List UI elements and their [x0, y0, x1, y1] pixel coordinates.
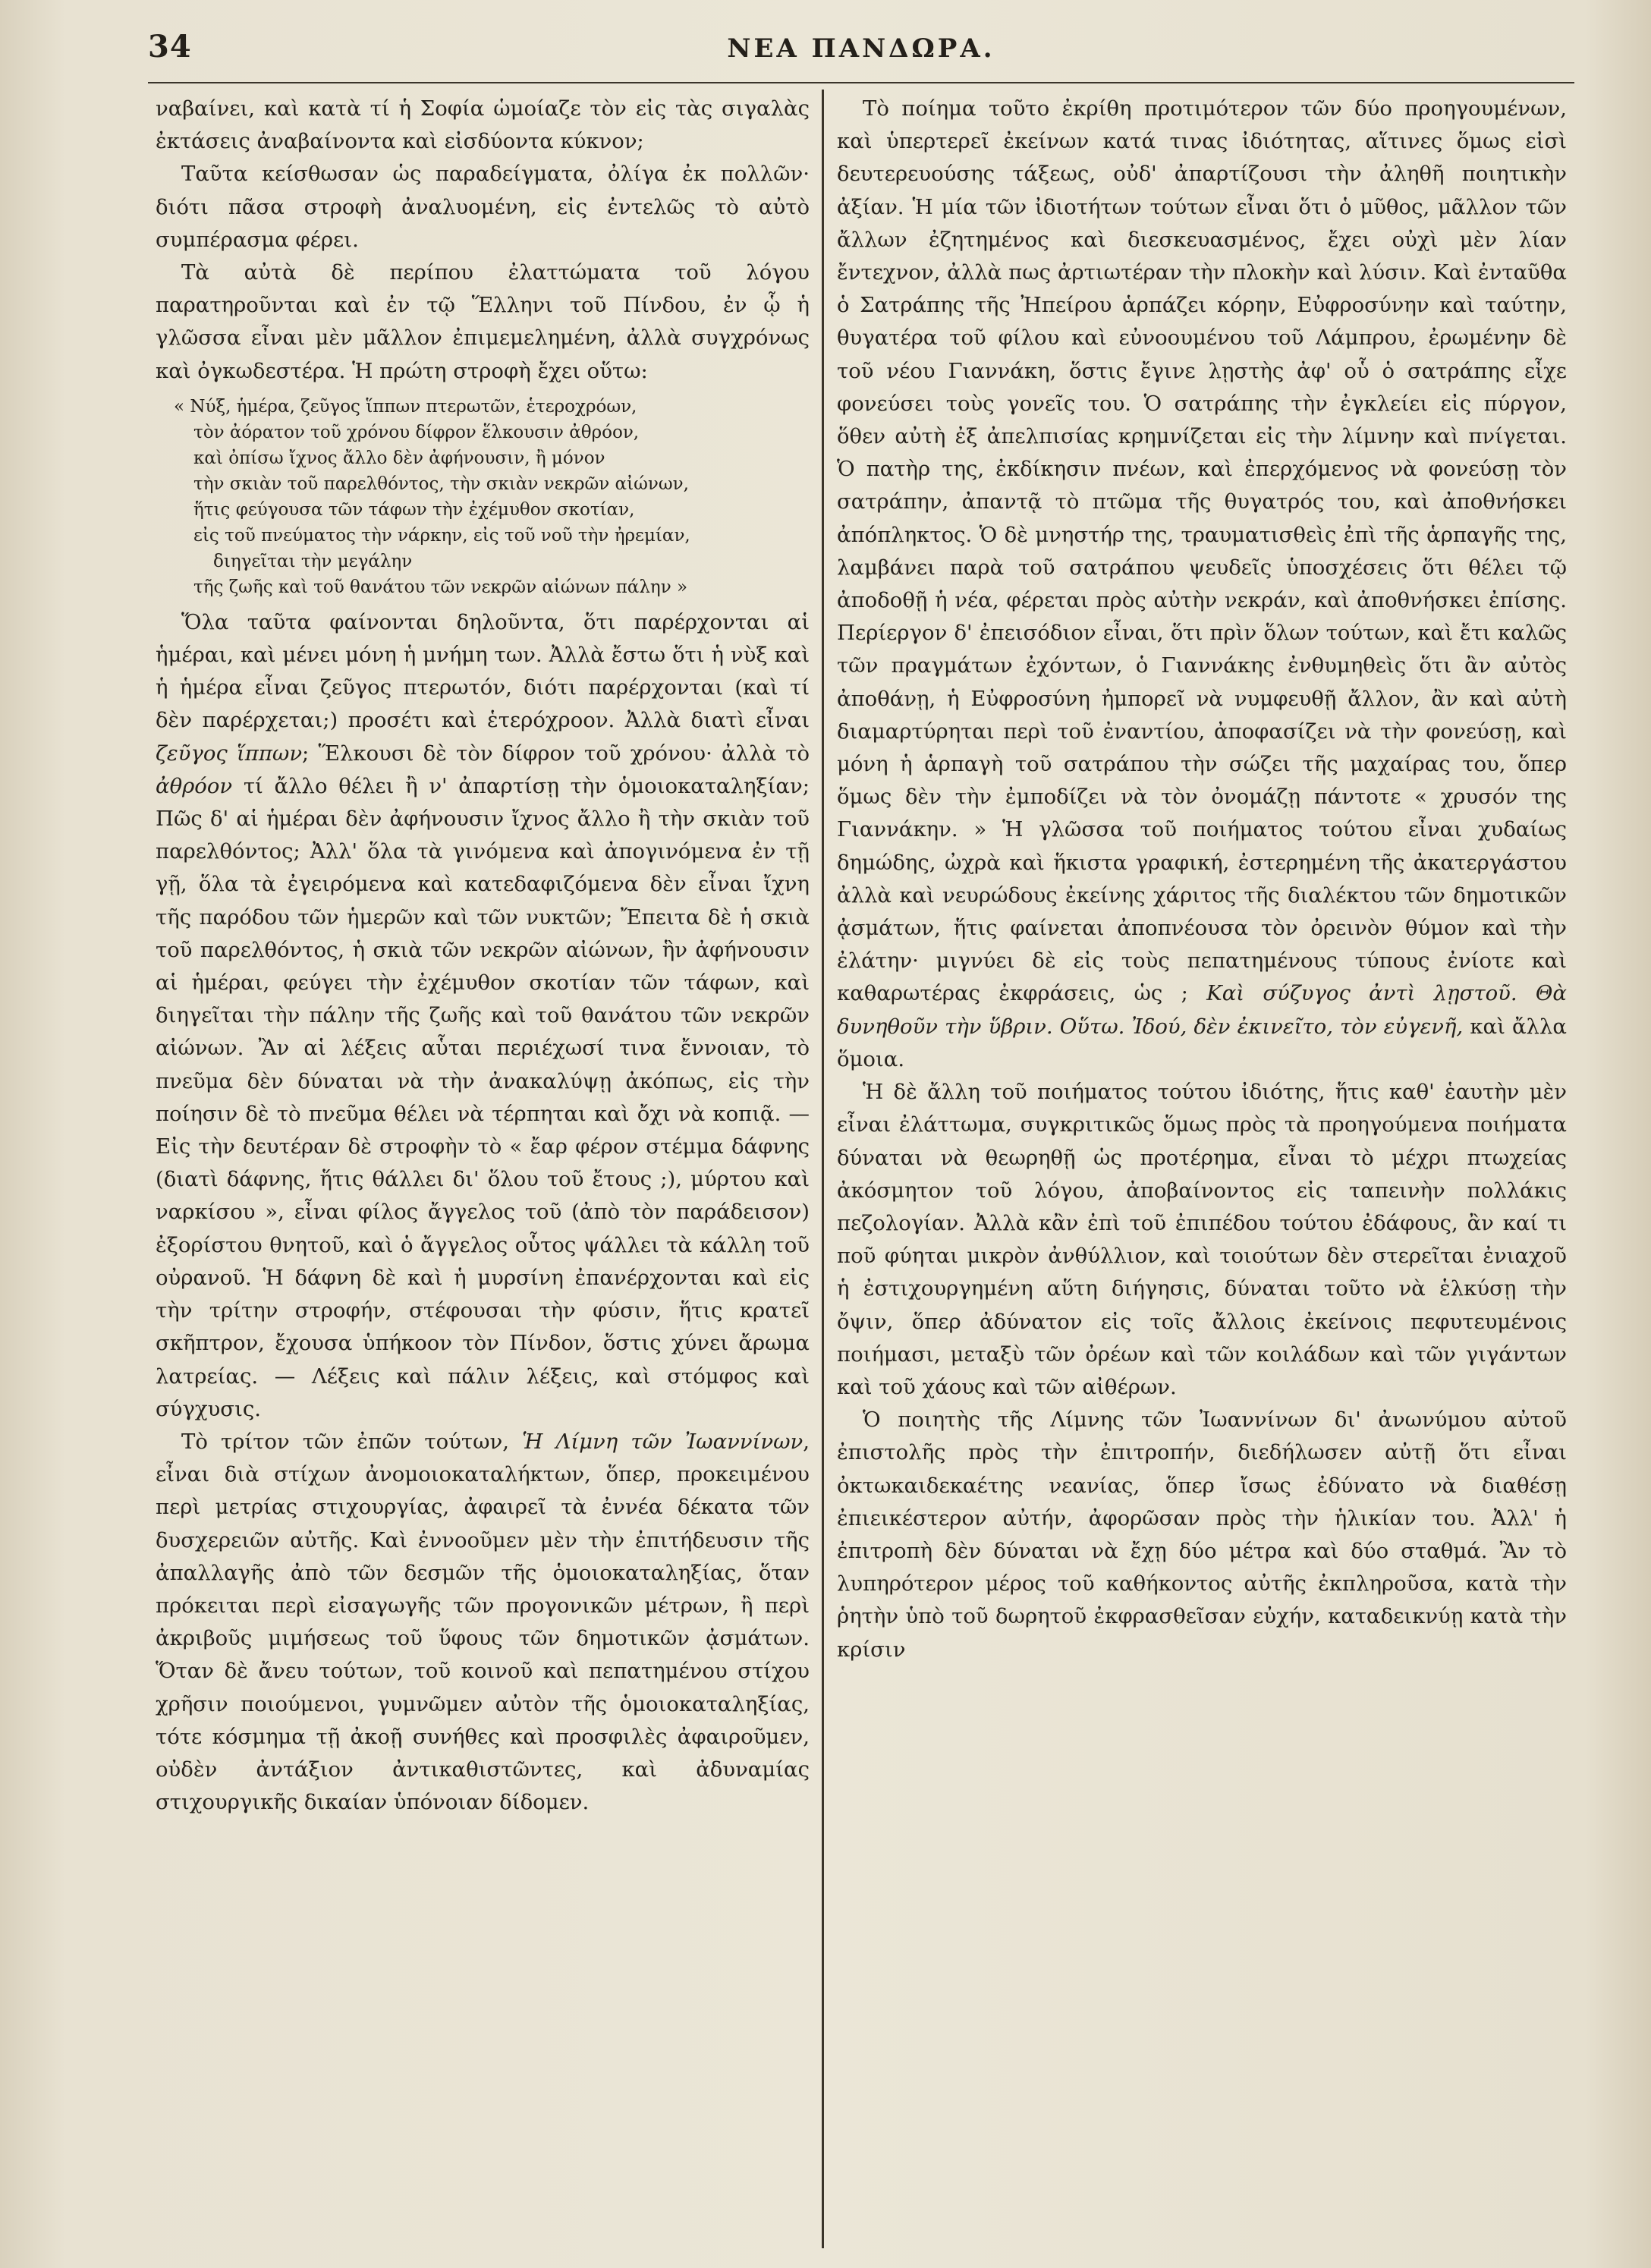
paragraph — [837, 93, 1567, 1076]
verse-line: εἰς τοῦ πνεύματος τὴν νάρκην, εἰς τοῦ νοῦ τὴν ἠρεμίαν, — [193, 525, 690, 546]
paragraph: Ὁ ποιητὴς τῆς Λίμνης τῶν Ἰωαννίνων δι' ἀνωνύμου αὐτοῦ ἐπιστολῆς πρὸς τὴν ἐπιτροπήν, διεδήλωσεν αὐτῇ ὅτι εἶναι ὀκτωκαιδεκαέτης νεανίας, ὅπερ ἴσως ἐδύνατο νὰ διαθέσῃ ἐπιεικέστερον αὐτήν, ἀφορῶσαν πρὸς τὴν ἡλικίαν του. Ἀλλ' ἡ ἐπιτροπὴ δὲν δύναται νὰ ἔχῃ δύο μέτρα καὶ δύο σταθμά. Ἂν τὸ λυπηρότερον μέρος τοῦ καθήκοντος αὐτῆς ἐκπληροῦσα, κατὰ τὴν ῥητὴν ὑπὸ τοῦ δωρητοῦ ἐκφρασθεῖσαν εὐχήν, καταδεικνύῃ κατὰ τὴν κρίσιν — [837, 1408, 1567, 1662]
verse-line: τὴν σκιὰν τοῦ παρελθόντος, τὴν σκιὰν νεκρῶν αἰώνων, — [193, 473, 689, 494]
page-header — [148, 29, 1574, 74]
italic-text: ζεῦγος ἵππων — [156, 741, 303, 766]
running-title: ΝΕΑ ΠΑΝΔΩΡΑ. — [727, 33, 995, 64]
text-run: Τὸ τρίτον τῶν ἐπῶν τούτων, — [181, 1429, 509, 1454]
text-run: τί ἄλλο θέλει ἢ ν' ἀπαρτίσῃ τὴν ὁμοιοκαταληξίαν; Πῶς δ' αἱ ἡμέραι δὲν ἀφήνουσιν ἴχνος ἄλλο ἢ τὴν σκιὰν τοῦ παρελθόντος; Ἀλλ' ὅλα τὰ γινόμενα καὶ ἀπογινόμενα ἐν τῇ γῇ, ὅλα τὰ ἐγειρόμενα καὶ κατεδαφιζόμενα δὲν εἶναι ἴχνη τῆς παρόδου τῶν ἡμερῶν καὶ τῶν νυκτῶν; Ἔπειτα δὲ ἡ σκιὰ τοῦ παρελθόντος, ἡ σκιὰ τῶν νεκρῶν αἰώνων, ἣν ἀφήνουσιν αἱ ἡμέραι, φεύγει τὴν ἐχέμυθον σκοτίαν τῶν τάφων, καὶ διηγεῖται τὴν πάλην τῆς ζωῆς καὶ τοῦ θανάτου τῶν νεκρῶν αἰώνων. Ἂν αἱ λέξεις αὗται περιέχωσί τινα ἔννοιαν, τὸ πνεῦμα δὲν δύναται νὰ τὴν ἀνακαλύψῃ ἀκόπως, εἰς τὴν ποίησιν δὲ τὸ πνεῦμα θέλει νὰ τέρπηται καὶ ὄχι νὰ κοπιᾷ. — Εἰς τὴν δευτέραν δὲ στροφὴν τὸ « ἔαρ φέρον στέμμα δάφνης (διατὶ δάφνης, ἥτις θάλλει δι' ὅλου τοῦ ἔτους ;), μύρτου καὶ ναρκίσου », εἶναι φίλος ἄγγελος τοῦ (ἀπὸ τὸν παράδεισον) ἐξορίστου θνητοῦ, καὶ ὁ ἄγγελος οὗτος ψάλλει τὰ κάλλη τοῦ οὐρανοῦ. Ἡ δάφνη δὲ καὶ ἡ μυρσίνη ἐπανέρχονται καὶ εἰς τὴν τρίτην στροφήν, στέφουσαι τὴν φύσιν, ἥτις κρατεῖ σκῆπτρον, ἔχουσα ὑπήκοον τὸν Πίνδον, ὅστις χύνει ἄρωμα λατρείας. — Λέξεις καὶ πάλιν λέξεις, καὶ στόμφος καὶ σύγχυσις. — [156, 773, 810, 1421]
paragraph: Ταῦτα κείσθωσαν ὡς παραδείγματα, ὀλίγα ἐκ πολλῶν· διότι πᾶσα στροφὴ ἀναλυομένη, εἰς ἐντελῶς τὸ αὐτὸ συμπέρασμα φέρει. — [156, 162, 810, 252]
verse-line: τῆς ζωῆς καὶ τοῦ θανάτου τῶν νεκρῶν αἰώνων πάλην » — [193, 577, 688, 597]
italic-text: Καὶ σύζυγος ἀντὶ λῃστοῦ. Θὰ δυνηθοῦν τὴν ὕβριν. Οὕτω. Ἰδού, δὲν ἐκινεῖτο, τὸν εὐγενῆ, — [837, 981, 1567, 1039]
paragraph — [156, 1426, 810, 1819]
paragraph: Ἡ δὲ ἄλλη τοῦ ποιήματος τούτου ἰδιότης, ἥτις καθ' ἑαυτὴν μὲν εἶναι ἐλάττωμα, συγκριτικῶς ὅμως πρὸς τὰ προηγούμενα ποιήματα δύναται νὰ θεωρηθῇ ὡς προτέρημα, εἶναι τὸ μέχρι πτωχείας ἀκόσμητον τοῦ λόγου, ἀποβαίνοντος εἰς ταπεινὴν πολλάκις πεζολογίαν. Ἀλλὰ κἂν ἐπὶ τοῦ ἐπιπέδου τούτου ἐδάφους, ἂν καί τι ποῦ φύηται μικρὸν ἀνθύλλιον, καὶ τοιούτων δὲν στερεῖται ἐνιαχοῦ ἡ ἐστιχουργημένη αὕτη διήγησις, δύναται τοῦτο νὰ ἑλκύσῃ τὴν ὄψιν, ὅπερ ἀδύνατον εἰς τοῖς ἄλλοις ἐκείνοις πεφυτευμένοις ποιήμασι, μεταξὺ τῶν ὀρέων καὶ τῶν κοιλάδων καὶ τῶν γιγάντων καὶ τοῦ χάους καὶ τῶν αἰθέρων. — [837, 1080, 1567, 1399]
verse-line: τὸν ἀόρατον τοῦ χρόνου δίφρον ἕλκουσιν ἀθρόον, — [193, 422, 640, 442]
paragraph — [156, 606, 810, 1426]
page-number: 34 — [148, 29, 192, 64]
text-run: Ὅλα ταῦτα φαίνονται δηλοῦντα, ὅτι παρέρχονται αἱ ἡμέραι, καὶ μένει μόνη ἡ μνήμη των. Ἀλλὰ ἔστω ὅτι ἡ νὺξ καὶ ἡ ἡμέρα εἶναι ζεῦγος πτερωτόν, διότι παρέρχονται (καὶ τί δὲν παρέρχεται;) προσέτι καὶ ἑτερόχροον. Ἀλλὰ διατὶ εἶναι — [156, 609, 810, 733]
right-column — [837, 93, 1567, 2255]
poem-title: Ἡ Λίμνη τῶν Ἰωαννίνων — [522, 1429, 803, 1454]
verse-line: ἥτις φεύγουσα τῶν τάφων τὴν ἐχέμυθον σκοτίαν, — [193, 499, 635, 520]
text-run: καὶ ἄλλα ὅμοια. — [837, 1014, 1567, 1071]
verse-line: καὶ ὀπίσω ἴχνος ἄλλο δὲν ἀφήνουσιν, ἢ μόνον — [193, 448, 605, 468]
left-column — [156, 93, 810, 2255]
italic-text: ἀθρόον — [156, 773, 233, 798]
text-run: , εἶναι διὰ στίχων ἀνομοιοκαταλήκτων, ὅπερ, προκειμένου περὶ μετρίας στιχουργίας, ἀφαιρεῖ τὰ ἐννέα δέκατα τῶν δυσχερειῶν αὐτῆς. Καὶ ἐννοοῦμεν μὲν τὴν ἐπιτήδευσιν τῆς ἀπαλλαγῆς ἀπὸ τῶν δεσμῶν τῆς ὁμοιοκαταληξίας, ὅταν πρόκειται περὶ εἰσαγωγῆς τῶν προγονικῶν μέτρων, ἢ περὶ ἀκριβοῦς μιμήσεως τοῦ ὕφους τῶν δημοτικῶν ᾀσμάτων. Ὅταν δὲ ἄνευ τούτων, τοῦ κοινοῦ καὶ πεπατημένου στίχου χρῆσιν ποιούμενοι, γυμνῶμεν αὐτὸν τῆς ὁμοιοκαταληξίας, τότε κόσμημα τῇ ἀκοῇ συνήθες καὶ προσφιλὲς ἀφαιροῦμεν, οὐδὲν ἀντάξιον ἀντικαθιστῶντες, καὶ ἀδυναμίας στιχουργικῆς δικαίαν ὑπόνοιαν δίδομεν. — [156, 1429, 810, 1815]
text-run: Τὸ ποίημα τοῦτο ἐκρίθη προτιμότερον τῶν δύο προηγουμένων, καὶ ὑπερτερεῖ ἐκείνων κατά τινας ἰδιότητας, αἵτινες ὅμως εἰσὶ δευτερευούσης τάξεως, οὐδ' ἀπαρτίζουσι τὴν ἀληθῆ ποιητικὴν ἀξίαν. Ἡ μία τῶν ἰδιοτήτων τούτων εἶναι ὅτι ὁ μῦθος, μᾶλλον τῶν ἄλλων ἐζητημένος καὶ διεσκευασμένος, ἔχει οὐχὶ μὲν λίαν ἔντεχνον, ἀλλὰ πως ἀρτιωτέραν τὴν πλοκὴν καὶ λύσιν. Καὶ ἐνταῦθα ὁ Σατράπης τῆς Ἠπείρου ἁρπάζει κόρην, Εὐφροσύνην καὶ ταύτην, θυγατέρα τοῦ φίλου καὶ εὐνοουμένου τοῦ Λάμπρου, ἐρωμένην δὲ τοῦ νέου Γιαννάκη, ὅστις ἔγινε λῃστὴς ἀφ' οὗ ὁ σατράπης εἶχε φονεύσει τοὺς γονεῖς του. Ὁ σατράπης τὴν ἐγκλείει εἰς πύργον, ὅθεν αὐτὴ ἐξ ἀπελπισίας κρημνίζεται εἰς τὴν λίμνην καὶ πνίγεται. Ὁ πατὴρ της, ἐκδίκησιν πνέων, καὶ ἐπερχόμενος νὰ φονεύσῃ τὸν σατράπην, ἀπαντᾷ τὸ πτῶμα τῆς θυγατρός του, καὶ ἀποθνήσκει ἀπόπληκτος. Ὁ δὲ μνηστήρ της, τραυματισθεὶς ἐπὶ τῆς ἁρπαγῆς της, λαμβάνει παρὰ τοῦ σατράπου ψευδεῖς ὑποσχέσεις ὅτι θέλει τῷ ἀποδοθῇ ἡ νέα, φέρεται πρὸς αὐτὴν νεκράν, καὶ ἀποθνήσκει ἐπίσης. Περίεργον δ' ἐπεισόδιον εἶναι, ὅτι πρὶν ὅλων τούτων, καὶ ἔτι καλῶς τῶν πραγμάτων ἐχόντων, ὁ Γιαννάκης ἐνθυμηθεὶς ὅτι ἂν αὐτὸς ἀποθάνῃ, ἡ Εὐφροσύνη ἠμπορεῖ νὰ νυμφευθῇ ἄλλον, ἂν καὶ αὐτὴ διαμαρτύρηται περὶ τοῦ ἐναντίου, ἀποφασίζει νὰ τὴν φονεύσῃ, καὶ μόνη ἡ ἁρπαγὴ τοῦ σατράπου τὴν σώζει τῆς μαχαίρας του, ὅπερ ὅμως δὲν τὴν ἐμποδίζει νὰ τὸν ὀνομάζῃ πάντοτε « χρυσόν της Γιαννάκην. » Ἡ γλῶσσα τοῦ ποιήματος τούτου εἶναι χυδαίως δημώδης, ὠχρὰ καὶ ἥκιστα γραφική, ἐστερημένη τῆς ἀκατεργάστου ἀλλὰ καὶ νευρώδους ἐκείνης χάριτος τῆς διαλέκτου τῶν δημοτικῶν ᾀσμάτων, ἥτις φαίνεται ἀποπνέουσα τὸν ὀρεινὸν θύμον καὶ τὴν ἐλάτην· μιγνύει δὲ εἰς τοὺς πεπατημένους τύπους ἐνίοτε καὶ καθαρωτέρας ἐκφράσεις, ὡς ; — [837, 96, 1567, 1006]
text-run: ; Ἕλκουσι δὲ τὸν δίφρον τοῦ χρόνου· ἀλλὰ τὸ — [302, 741, 810, 766]
verse-quotation — [174, 394, 810, 600]
header-rule — [148, 82, 1574, 83]
verse-line: « Νύξ, ἡμέρα, ζεῦγος ἵππων πτερωτῶν, ἑτεροχρόων, — [174, 396, 637, 417]
paragraph: Τὰ αὐτὰ δὲ περίπου ἐλαττώματα τοῦ λόγου παρατηροῦνται καὶ ἐν τῷ Ἕλληνι τοῦ Πίνδου, ἐν ᾧ ἡ γλῶσσα εἶναι μὲν μᾶλλον ἐπιμεμελημένη, ἀλλὰ συγχρόνως καὶ ὀγκωδεστέρα. Ἡ πρώτη στροφὴ ἔχει οὕτω: — [156, 260, 810, 383]
verse-line: διηγεῖται τὴν μεγάλην — [213, 551, 413, 571]
column-divider — [822, 90, 824, 2248]
paragraph: ναβαίνει, καὶ κατὰ τί ἡ Σοφία ὡμοίαζε τὸν εἰς τὰς σιγαλὰς ἐκτάσεις ἀναβαίνοντα καὶ εἰσδύοντα κύκνον; — [156, 96, 810, 154]
